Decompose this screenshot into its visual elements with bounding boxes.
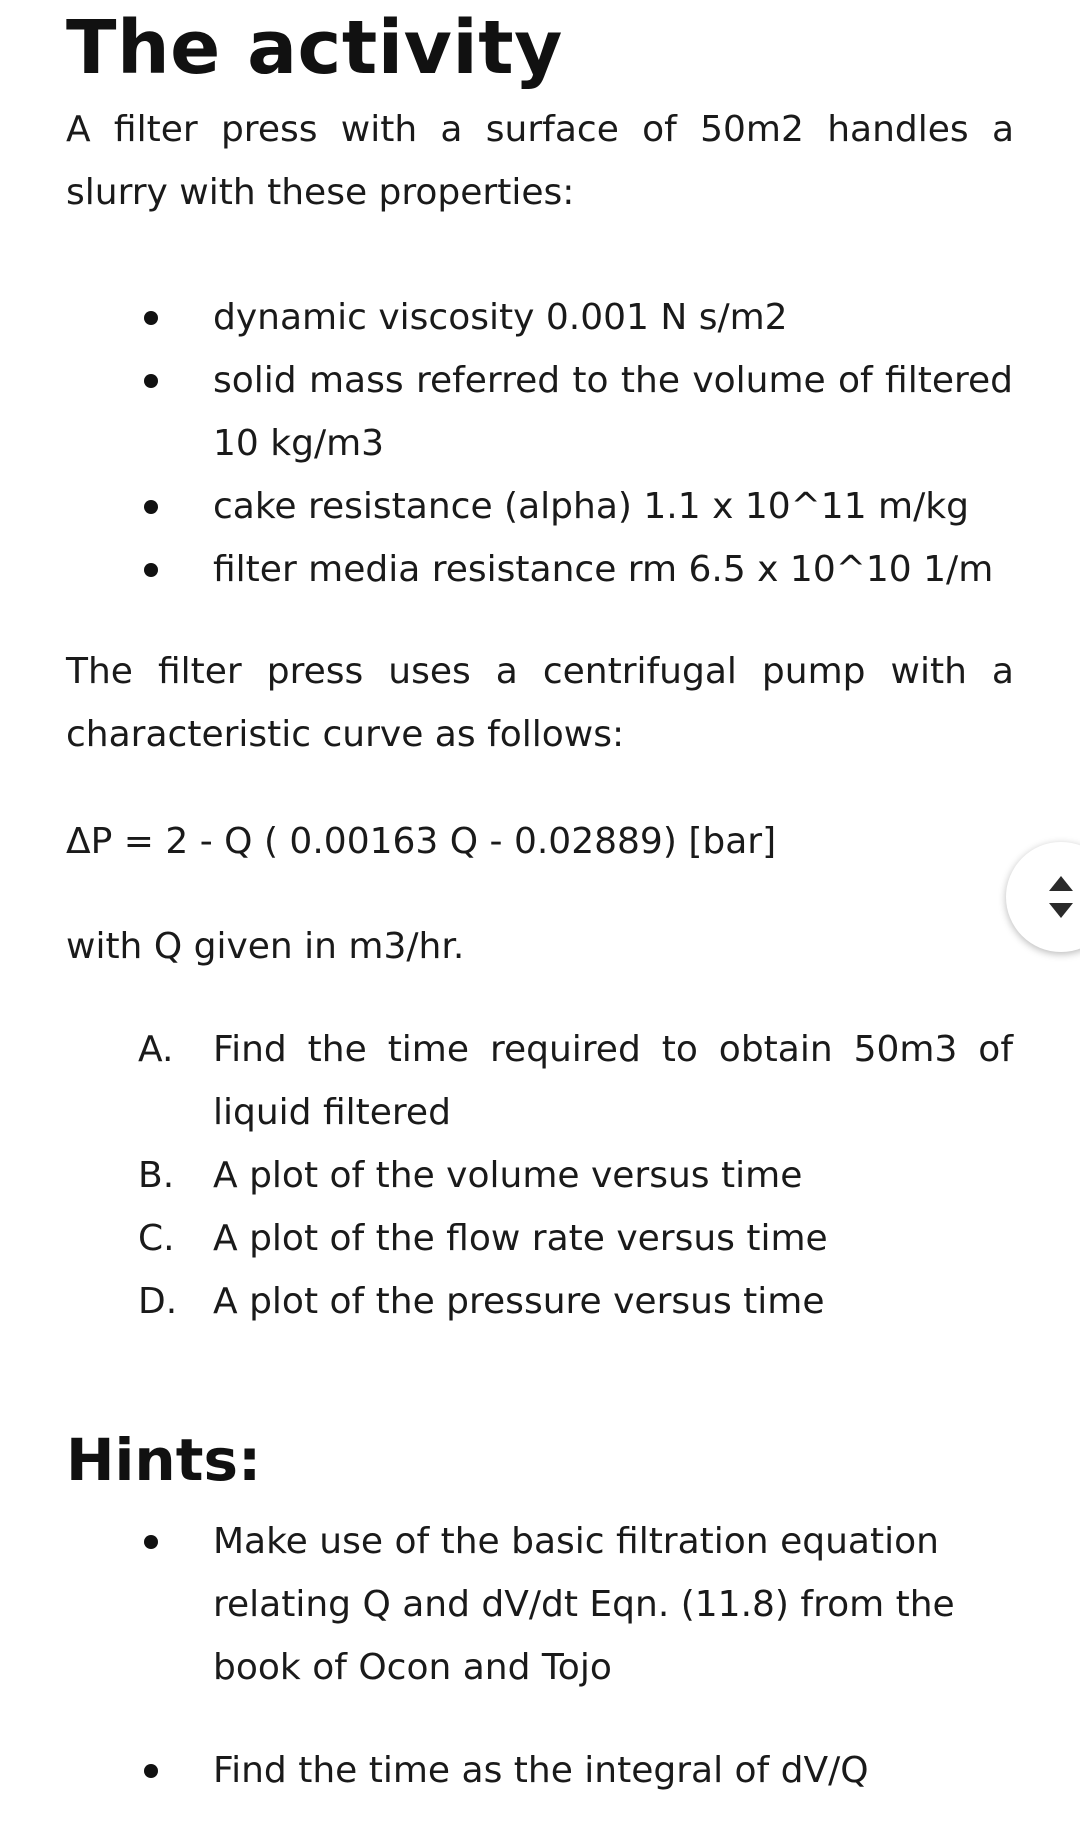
- hints-list: [0, 1510, 1080, 1802]
- property-text: dynamic viscosity 0.001 N s/m2: [213, 297, 788, 338]
- bullet-icon: [144, 500, 158, 514]
- bullet-icon: [144, 311, 158, 325]
- expand-arrows-icon: [1048, 874, 1074, 920]
- task-text: A plot of the pressure versus time: [213, 1281, 825, 1322]
- hint-text: Make use of the basic filtration equation relating Q and dV/dt Eqn. (11.8) from the book of Ocon and Tojo: [213, 1521, 955, 1688]
- scroll-handle[interactable]: [1006, 842, 1080, 952]
- tasks-list: [0, 1018, 1080, 1333]
- list-item: [0, 1270, 1080, 1333]
- list-item: [0, 349, 1080, 475]
- hints-heading: Hints:: [66, 1426, 262, 1494]
- task-marker: D.: [138, 1281, 178, 1322]
- property-text: filter media resistance rm 6.5 x 10^10 1/m: [213, 549, 994, 590]
- list-item: [0, 475, 1080, 538]
- list-item: [0, 538, 1080, 601]
- list-item: [0, 1018, 1080, 1144]
- hint-text: Find the time as the integral of dV/Q: [213, 1750, 869, 1791]
- task-marker: A.: [138, 1029, 174, 1070]
- list-item: [0, 286, 1080, 349]
- task-text: A plot of the volume versus time: [213, 1155, 803, 1196]
- page-title: The activity: [66, 5, 563, 91]
- units-note: with Q given in m3/hr.: [66, 926, 465, 967]
- task-marker: B.: [138, 1155, 175, 1196]
- pump-equation: ΔP = 2 - Q ( 0.00163 Q - 0.02889) [bar]: [66, 821, 777, 862]
- property-text: cake resistance (alpha) 1.1 x 10^11 m/kg: [213, 486, 969, 527]
- property-text: solid mass referred to the volume of filtered 10 kg/m3: [213, 360, 1013, 464]
- list-item: [0, 1144, 1080, 1207]
- bullet-icon: [144, 374, 158, 388]
- list-item: [0, 1207, 1080, 1270]
- task-text: Find the time required to obtain 50m3 of liquid filtered: [213, 1029, 1013, 1133]
- intro-paragraph: A filter press with a surface of 50m2 handles a slurry with these properties:: [66, 109, 1014, 213]
- list-item: [0, 1739, 1080, 1802]
- task-marker: C.: [138, 1218, 175, 1259]
- bullet-icon: [144, 1535, 158, 1549]
- bullet-icon: [144, 1764, 158, 1778]
- pump-paragraph: The filter press uses a centrifugal pump with a characteristic curve as follows:: [66, 651, 1014, 755]
- bullet-icon: [144, 563, 158, 577]
- list-item: [0, 1510, 1080, 1699]
- properties-list: [0, 286, 1080, 601]
- task-text: A plot of the flow rate versus time: [213, 1218, 828, 1259]
